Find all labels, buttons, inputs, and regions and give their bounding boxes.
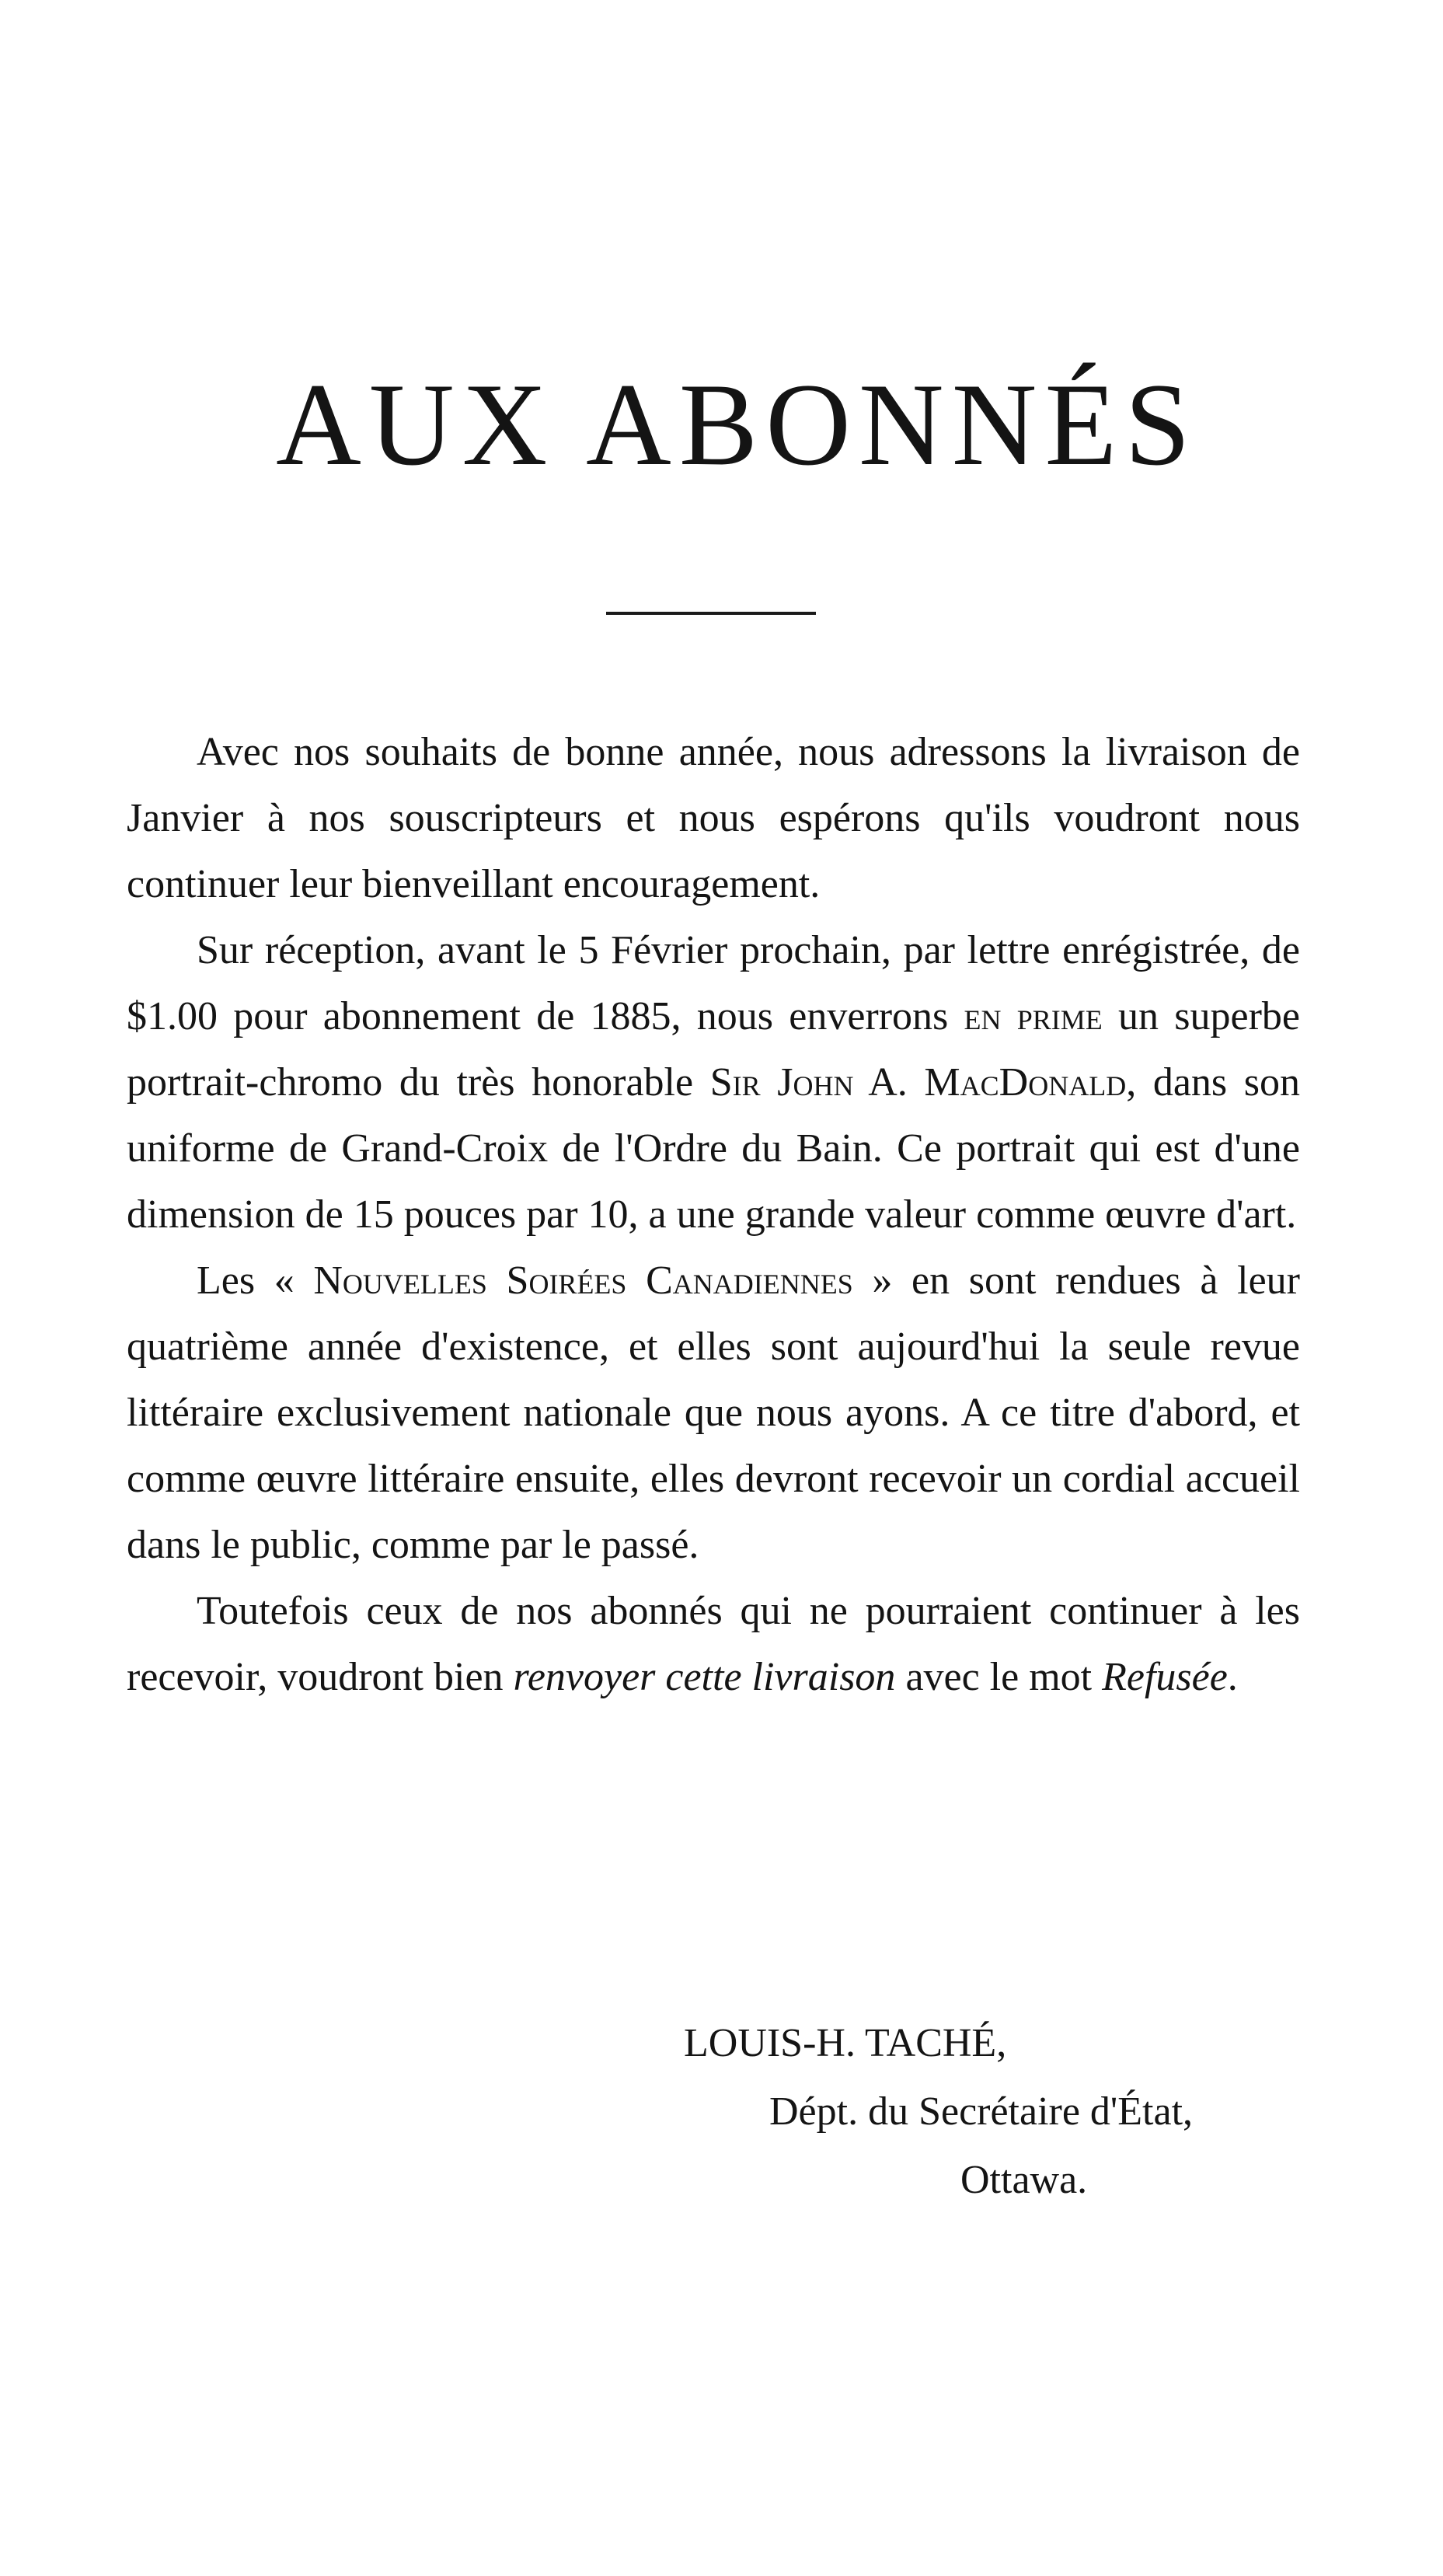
return-instruction-italic: renvoyer cette livraison [513, 1655, 896, 1699]
signature-name: LOUIS-H. TACHÉ, [684, 2021, 1007, 2065]
refused-word: Refusée [1102, 1655, 1228, 1699]
return-text-2: avec le mot [895, 1655, 1103, 1699]
portrait-subject-name: Sir John A. MacDonald [709, 1060, 1127, 1105]
notice-body [127, 719, 1300, 1710]
publication-text-2: » en sont rendues à leur quatrième année d'existence, et elles sont aujourd'hui la seule revue littéraire exclusivement nationale que nous ayons. A ce titre d'abord, et comme œuvre littéraire ensuite, elles devront recevoir un cordial accueil dans le public, comme par le passé. [127, 1258, 1300, 1567]
signature-city: Ottawa. [960, 2158, 1088, 2202]
paragraph-publication [127, 1248, 1300, 1578]
title-divider [606, 612, 816, 615]
offer-emphasis: en prime [964, 994, 1103, 1038]
offer-text-3: , dans son uniforme de Grand-Croix de l'Ordre du Bain. Ce portrait qui est d'une dimension de 15 pouces par 10, a une grande valeur comme œuvre d'art. [127, 1060, 1300, 1237]
offer-text-2: un superbe portrait-chromo du très honorable [127, 994, 1301, 1105]
return-text-3: . [1227, 1655, 1238, 1699]
page-title: AUX ABONNÉS [276, 359, 1198, 490]
paragraph-greeting: Avec nos souhaits de bonne année, nous adressons la livraison de Janvier à nos souscripteurs et nous espérons qu'ils voudront nous continuer leur bienveillant encouragement. [127, 730, 1300, 906]
publication-text-1: Les « [197, 1258, 314, 1303]
paragraph-subscription-offer [127, 917, 1300, 1248]
return-text-1: Toutefois ceux de nos abonnés qui ne pourraient continuer à les recevoir, voudront bien [127, 1589, 1300, 1699]
offer-text-1: Sur réception, avant le 5 Février prochain, par lettre enrégistrée, de $1.00 pour abonnement de 1885, nous enverrons [127, 928, 1300, 1038]
publication-name: Nouvelles Soirées Canadiennes [313, 1258, 853, 1303]
paragraph-return-instructions [127, 1578, 1300, 1710]
signature-department: Dépt. du Secrétaire d'État, [769, 2089, 1194, 2134]
